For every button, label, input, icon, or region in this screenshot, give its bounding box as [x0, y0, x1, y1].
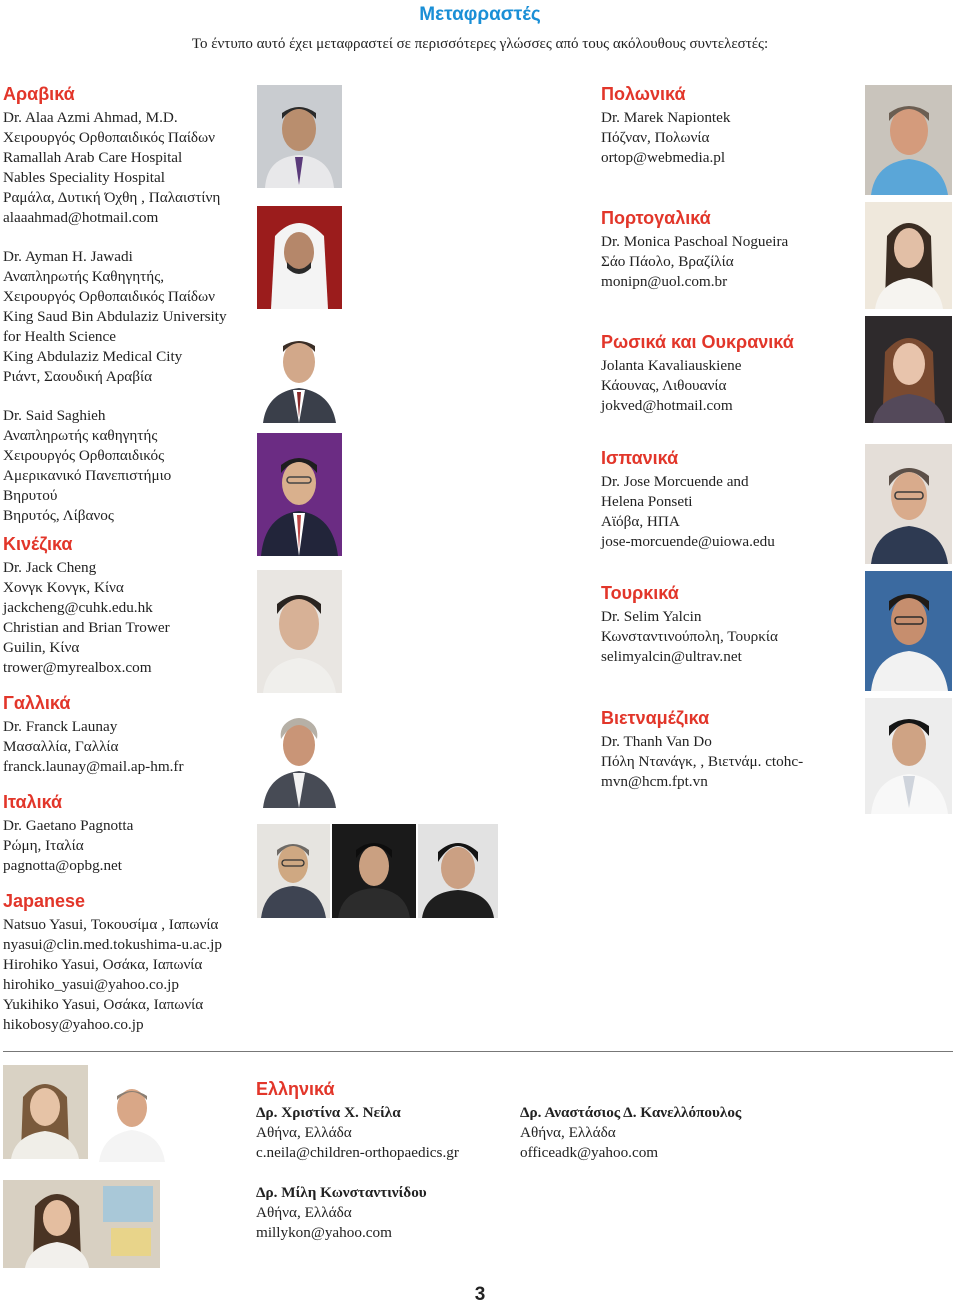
contact-line: Αθήνα, Ελλάδα — [256, 1124, 352, 1141]
heading-french: Γαλλικά — [3, 693, 71, 713]
contact-christina-neila — [256, 1103, 518, 1163]
contact-email[interactable]: jackcheng@cuhk.edu.hk — [3, 599, 153, 616]
portrait-photo — [3, 1180, 160, 1268]
contact-line: Hirohiko Yasui, Οσάκα, Ιαπωνία — [3, 956, 203, 973]
contact-email[interactable]: millykon@yahoo.com — [256, 1224, 392, 1241]
contact-line: Dr. Ayman H. Jawadi — [3, 248, 133, 265]
portrait-photo — [257, 570, 342, 693]
contact-line: Ραμάλα, Δυτική Όχθη , Παλαιστίνη — [3, 189, 221, 206]
contact-email[interactable]: hirohiko_yasui@yahoo.co.jp — [3, 976, 179, 993]
contact-email[interactable]: alaaahmad@hotmail.com — [3, 209, 159, 226]
section-greek — [256, 1078, 556, 1103]
page-subtitle: Το έντυπο αυτό έχει μεταφραστεί σε περισσότερες γλώσσες από τους ακόλουθους συντελεστές: — [191, 36, 769, 52]
contact-email[interactable]: hikobosy@yahoo.co.jp — [3, 1016, 144, 1033]
page-number: 3 — [474, 1284, 486, 1305]
contact-email[interactable]: trower@myrealbox.com — [3, 659, 152, 676]
contact-line: Ramallah Arab Care Hospital — [3, 149, 183, 166]
contact-line: Dr. Selim Yalcin — [601, 608, 702, 625]
contact-line: Μασαλλία, Γαλλία — [3, 738, 119, 755]
page-title: Μεταφραστές — [419, 4, 541, 25]
left-column — [3, 83, 253, 526]
contact-line: Dr. Thanh Van Do — [601, 733, 712, 750]
contact-line: Yukihiko Yasui, Οσάκα, Ιαπωνία — [3, 996, 204, 1013]
section-divider — [3, 1051, 953, 1052]
contact-line: Πόλη Ντανάγκ, , Βιετνάμ. ctohc- — [601, 753, 804, 770]
contact-line: Natsuo Yasui, Τοκουσίμα , Ιαπωνία — [3, 916, 219, 933]
portrait-photo — [332, 824, 416, 918]
heading-greek: Ελληνικά — [256, 1079, 335, 1099]
contact-line: Nables Speciality Hospital — [3, 169, 165, 186]
portrait-photo — [418, 824, 498, 918]
contact-email[interactable]: nyasui@clin.med.tokushima-u.ac.jp — [3, 936, 222, 953]
contact-line: Αμερικανικό Πανεπιστήμιο — [3, 467, 172, 484]
contact-line: Dr. Gaetano Pagnotta — [3, 817, 134, 834]
contact-line: Αναπληρωτής καθηγητής — [3, 427, 158, 444]
section-japanese — [3, 890, 273, 1035]
heading-vietnamese: Βιετναμέζικα — [601, 708, 710, 728]
section-russian — [601, 331, 851, 416]
contact-line: Αϊόβα, ΗΠΑ — [601, 513, 680, 530]
section-italian — [3, 791, 253, 876]
contact-line: King Saud Bin Abdulaziz University — [3, 308, 227, 325]
contact-line: for Health Science — [3, 328, 117, 345]
contact-line: Ρώμη, Ιταλία — [3, 837, 84, 854]
portrait-photo — [257, 206, 342, 309]
portrait-photo — [257, 433, 342, 556]
contact-line: Dr. Said Saghieh — [3, 407, 106, 424]
portrait-photo — [257, 85, 342, 188]
section-chinese — [3, 533, 253, 678]
contact-line: Dr. Jack Cheng — [3, 559, 97, 576]
contact-line: Χειρουργός Ορθοπαιδικός — [3, 447, 165, 464]
section-turkish — [601, 582, 851, 667]
heading-italian: Ιταλικά — [3, 792, 63, 812]
contact-name: Δρ. Χριστίνα Χ. Νείλα — [256, 1104, 401, 1121]
contact-line: Dr. Alaa Azmi Ahmad, M.D. — [3, 109, 178, 126]
contact-line: Αναπληρωτής Καθηγητής, — [3, 268, 165, 285]
heading-portuguese: Πορτογαλικά — [601, 208, 711, 228]
section-portuguese — [601, 207, 851, 292]
contact-line: Αθήνα, Ελλάδα — [256, 1204, 352, 1221]
heading-chinese: Κινέζικα — [3, 534, 73, 554]
section-spanish — [601, 447, 851, 552]
contact-line: Σάο Πάολο, Βραζίλία — [601, 253, 734, 270]
contact-line: Αθήνα, Ελλάδα — [520, 1124, 616, 1141]
contact-line: Guilin, Κίνα — [3, 639, 80, 656]
heading-japanese: Japanese — [3, 891, 86, 911]
contact-line: Βηρυτός, Λίβανος — [3, 507, 114, 524]
contact-line: Dr. Monica Paschoal Nogueira — [601, 233, 789, 250]
contact-line: King Abdulaziz Medical City — [3, 348, 183, 365]
contact-line: Dr. Marek Napiontek — [601, 109, 731, 126]
portrait-photo — [257, 320, 342, 423]
section-polish — [601, 83, 851, 168]
section-vietnamese — [601, 707, 851, 792]
contact-mili-konstantinidou — [256, 1183, 556, 1243]
portrait-photo — [865, 202, 952, 309]
contact-line: Dr. Franck Launay — [3, 718, 118, 735]
portrait-photo — [257, 824, 330, 918]
contact-email[interactable]: c.neila@children-orthopaedics.gr — [256, 1144, 459, 1161]
contact-name: Δρ. Αναστάσιος Δ. Κανελλόπουλος — [520, 1104, 742, 1121]
contact-line: Κωνσταντινούπολη, Τουρκία — [601, 628, 778, 645]
heading-arabic: Αραβικά — [3, 84, 75, 104]
contact-line: Jolanta Kavaliauskiene — [601, 357, 742, 374]
contact-line: Christian and Brian Trower — [3, 619, 170, 636]
heading-turkish: Τουρκικά — [601, 583, 679, 603]
contact-line: Χειρουργός Ορθοπαιδικός Παίδων — [3, 288, 215, 305]
contact-email[interactable]: ortop@webmedia.pl — [601, 149, 726, 166]
contact-email[interactable]: franck.launay@mail.ap-hm.fr — [3, 758, 184, 775]
contact-email[interactable]: mvn@hcm.fpt.vn — [601, 773, 708, 790]
contact-email[interactable]: monipn@uol.com.br — [601, 273, 728, 290]
contact-anastasios-kanellopoulos — [520, 1103, 820, 1163]
portrait-photo — [865, 444, 952, 564]
contact-email[interactable]: selimyalcin@ultrav.net — [601, 648, 742, 665]
contact-said-saghieh — [3, 406, 253, 526]
portrait-photo — [3, 1065, 88, 1159]
contact-email[interactable]: pagnotta@opbg.net — [3, 857, 123, 874]
heading-spanish: Ισπανικά — [601, 448, 679, 468]
section-french — [3, 692, 253, 777]
portrait-photo — [865, 698, 952, 814]
heading-polish: Πολωνικά — [601, 84, 686, 104]
contact-name: Δρ. Μίλη Κωνσταντινίδου — [256, 1184, 427, 1201]
portrait-photo — [865, 316, 952, 423]
contact-email[interactable]: jokved@hotmail.com — [601, 397, 733, 414]
contact-email[interactable]: officeadk@yahoo.com — [520, 1144, 659, 1161]
contact-line: Πόζναν, Πολωνία — [601, 129, 710, 146]
contact-line: Helena Ponseti — [601, 493, 693, 510]
contact-line: Χειρουργός Ορθοπαιδικός Παίδων — [3, 129, 215, 146]
heading-russian: Ρωσικά και Ουκρανικά — [601, 332, 794, 352]
portrait-photo — [865, 571, 952, 691]
contact-alaa-ahmad — [3, 108, 253, 228]
contact-line: Ριάντ, Σαουδική Αραβία — [3, 368, 153, 385]
contact-line: Βηρυτού — [3, 487, 58, 504]
contact-email[interactable]: jose-morcuende@uiowa.edu — [601, 533, 775, 550]
contact-ayman-jawadi — [3, 247, 253, 387]
portrait-photo — [865, 85, 952, 195]
portrait-photo — [97, 1070, 167, 1162]
contact-line: Κάουνας, Λιθουανία — [601, 377, 727, 394]
contact-line: Χονγκ Κονγκ, Κίνα — [3, 579, 124, 596]
portrait-photo — [257, 701, 342, 808]
contact-line: Dr. Jose Morcuende and — [601, 473, 749, 490]
